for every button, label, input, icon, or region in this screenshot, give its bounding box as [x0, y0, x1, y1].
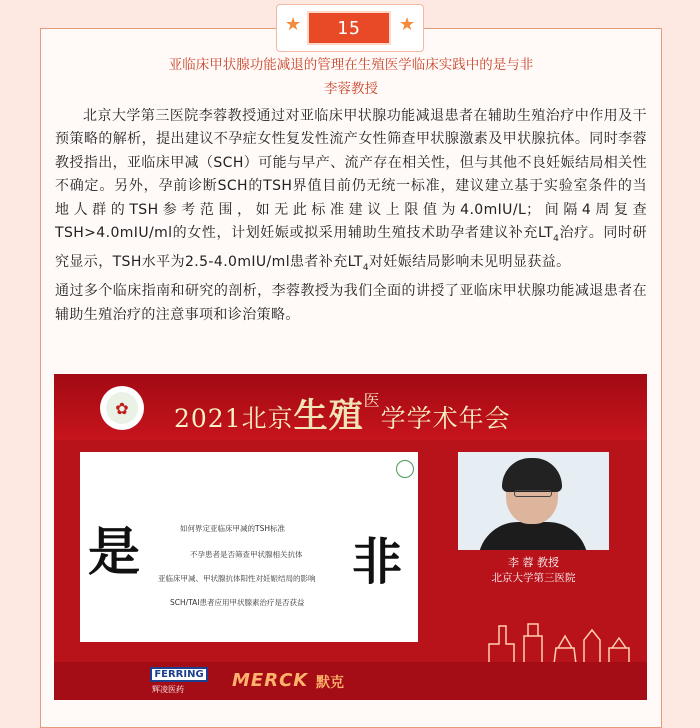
star-icon-left: ★ — [285, 14, 302, 35]
slide-question-2: 不孕患者是否筛查甲状腺相关抗体 — [190, 550, 303, 559]
glasses-icon — [514, 490, 552, 497]
presenter-affiliation: 北京大学第三医院 — [491, 572, 576, 584]
presentation-slide — [80, 452, 418, 642]
conference-title: 2021北京生殖$^医$学学术年会 — [174, 391, 511, 436]
presenter-video — [458, 452, 609, 550]
slide-question-3: 亚临床甲减、甲状腺抗体阳性对妊娠结局的影响 — [158, 574, 316, 583]
presenter-name: 李 蓉 教授 — [508, 556, 559, 569]
paragraph-2: 通过多个临床指南和研究的剖析，李蓉教授为我们全面的讲授了亚临床甲状腺功能减退患者在辅助生殖治疗的注意事项和诊治策略。 — [55, 283, 647, 323]
hospital-logo-icon — [396, 460, 414, 478]
conference-banner — [54, 374, 647, 440]
speaker-name: 李蓉教授 — [324, 81, 378, 97]
article-body — [55, 105, 647, 327]
conference-screenshot — [54, 374, 647, 700]
star-icon-right: ★ — [399, 14, 416, 35]
beijing-skyline-icon — [484, 614, 634, 664]
section-number: 15 — [337, 17, 361, 39]
article-title: 亚临床甲状腺功能减退的管理在生殖医学临床实践中的是与非 — [168, 57, 534, 73]
conference-logo: ✿ — [100, 386, 144, 430]
sponsor-merck-cn: 默克 — [316, 675, 344, 691]
sponsor-ferring-logo: FERRING — [150, 667, 208, 682]
slide-question-4: SCH/TAI患者应用甲状腺素治疗是否获益 — [170, 598, 305, 607]
section-number-badge — [276, 4, 424, 52]
badge-number-box — [307, 11, 391, 45]
sponsor-merck-logo: MERCK — [232, 670, 309, 691]
sponsor-ferring-cn: 辉凌医药 — [152, 685, 184, 694]
paragraph-1: 北京大学第三医院李蓉教授通过对亚临床甲状腺功能减退患者在辅助生殖治疗中作用及干预策略的解析，提出建议不孕症女性复发性流产女性筛查甲状腺激素及甲状腺抗体。同时李蓉教授指出，亚临床甲减（SCH）可能与早产、流产存在相关性，但与其他不良妊娠结局相关性不确定。另外，孕前诊断SCH的TSH界值目前仍无统一标准，建议建立基于实验室条件的当地人群的TSH参考范围，如无此标准建议上限值为4.0mIU/L；间隔4周复查TSH>4.0mIU/ml的女性，计划妊娠或拟采用辅助生殖技术助孕者建议补充$LT_4$治疗。同时研究显示，TSH水平为2.5-4.0mIU/ml患者补充$LT_4$对妊娠结局影响未见明显获益。 — [55, 108, 647, 274]
slide-char-shi: 是 — [88, 522, 141, 583]
slide-question-1: 如何界定亚临床甲减的TSH标准 — [180, 524, 285, 533]
sponsor-bar — [54, 662, 647, 700]
slide-char-fei: 非 — [352, 532, 402, 591]
